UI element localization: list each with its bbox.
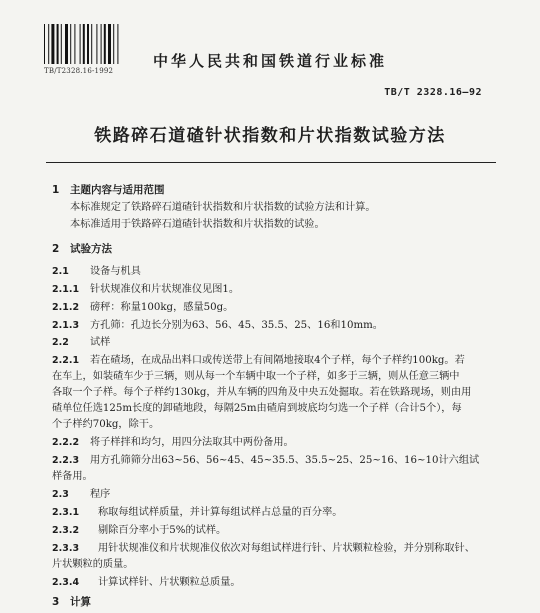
clause-2-3-3-line-2: 片状颗粒的质量。 [52,559,134,570]
section-1-heading: 1 主题内容与适用范围 [52,184,165,196]
clause-2-2: 2.2 试样 [52,337,111,348]
barcode-caption: TB/T2328.16-1992 [44,67,114,75]
clause-2-1: 2.1 设备与机具 [52,266,141,277]
clause-2-2-2: 2.2.2 将子样拌和均匀，用四分法取其中两份备用。 [52,437,294,448]
clause-2-2-1-line-4: 碴单位任选125m长度的卸碴地段，每隔25m由碴肩到坡底均匀选一个子样（合计5个），每 [52,403,462,414]
clause-2-3-2: 2.3.2 剔除百分率小于5%的试样。 [52,525,227,536]
document-title: 铁路碎石道碴针状指数和片状指数试验方法 [94,126,446,146]
section-2-heading: 2 试验方法 [52,243,112,255]
clause-2-2-1: 2.2.1 若在碴场，在成品出料口或传送带上有间隔地接取4个子样，每个子样约100kg。若 [52,355,465,366]
clause-2-2-1-line-5: 个子样约70kg，除干。 [52,419,160,430]
clause-2-1-3: 2.1.3 方孔筛：孔边长分别为63、56、45、35.5、25、16和10mm。 [52,320,383,331]
clause-2-3-4: 2.3.4 计算试样针、片状颗粒总质量。 [52,577,241,588]
clause-2-1-1: 2.1.1 针状规准仪和片状规准仪见图1。 [52,284,240,295]
clause-2-1-2: 2.1.2 磅秤：称量100kg，感量50g。 [52,302,234,313]
clause-2-2-3-line-2: 样备用。 [52,471,93,482]
clause-2-3-3: 2.3.3 用针状规准仪和片状规准仪依次对每组试样进行针、片状颗粒检验，并分别称取针、 [52,543,475,554]
standard-number: TB/T 2328.16—92 [384,87,482,98]
section-1-paragraph-2: 本标准适用于铁路碎石道碴针状指数和片状指数的试验。 [70,219,325,230]
clause-2-2-1-line-2: 在车上，如装碴车少于三辆，则从每一个车辆中取一个子样，如多于三辆，则从任意三辆中 [52,371,460,382]
clause-2-3-1: 2.3.1 称取每组试样质量，并计算每组试样占总量的百分率。 [52,507,343,518]
section-1-paragraph-1: 本标准规定了铁路碎石道碴针状指数和片状指数的试验方法和计算。 [70,202,376,213]
clause-2-3: 2.3 程序 [52,489,111,500]
section-3-heading: 3 计算 [52,596,91,608]
title-divider [46,162,496,163]
document-header: 中华人民共和国铁道行业标准 [152,52,387,70]
clause-2-2-1-line-3: 各取一个子样。每个子样约130kg，并从车辆的四角及中央五处掘取。若在铁路现场，则由用 [52,387,472,398]
clause-2-2-3: 2.2.3 用方孔筛筛分出63~56、56~45、45~35.5、35.5~25、25~16、16~10计六组试 [52,455,480,466]
